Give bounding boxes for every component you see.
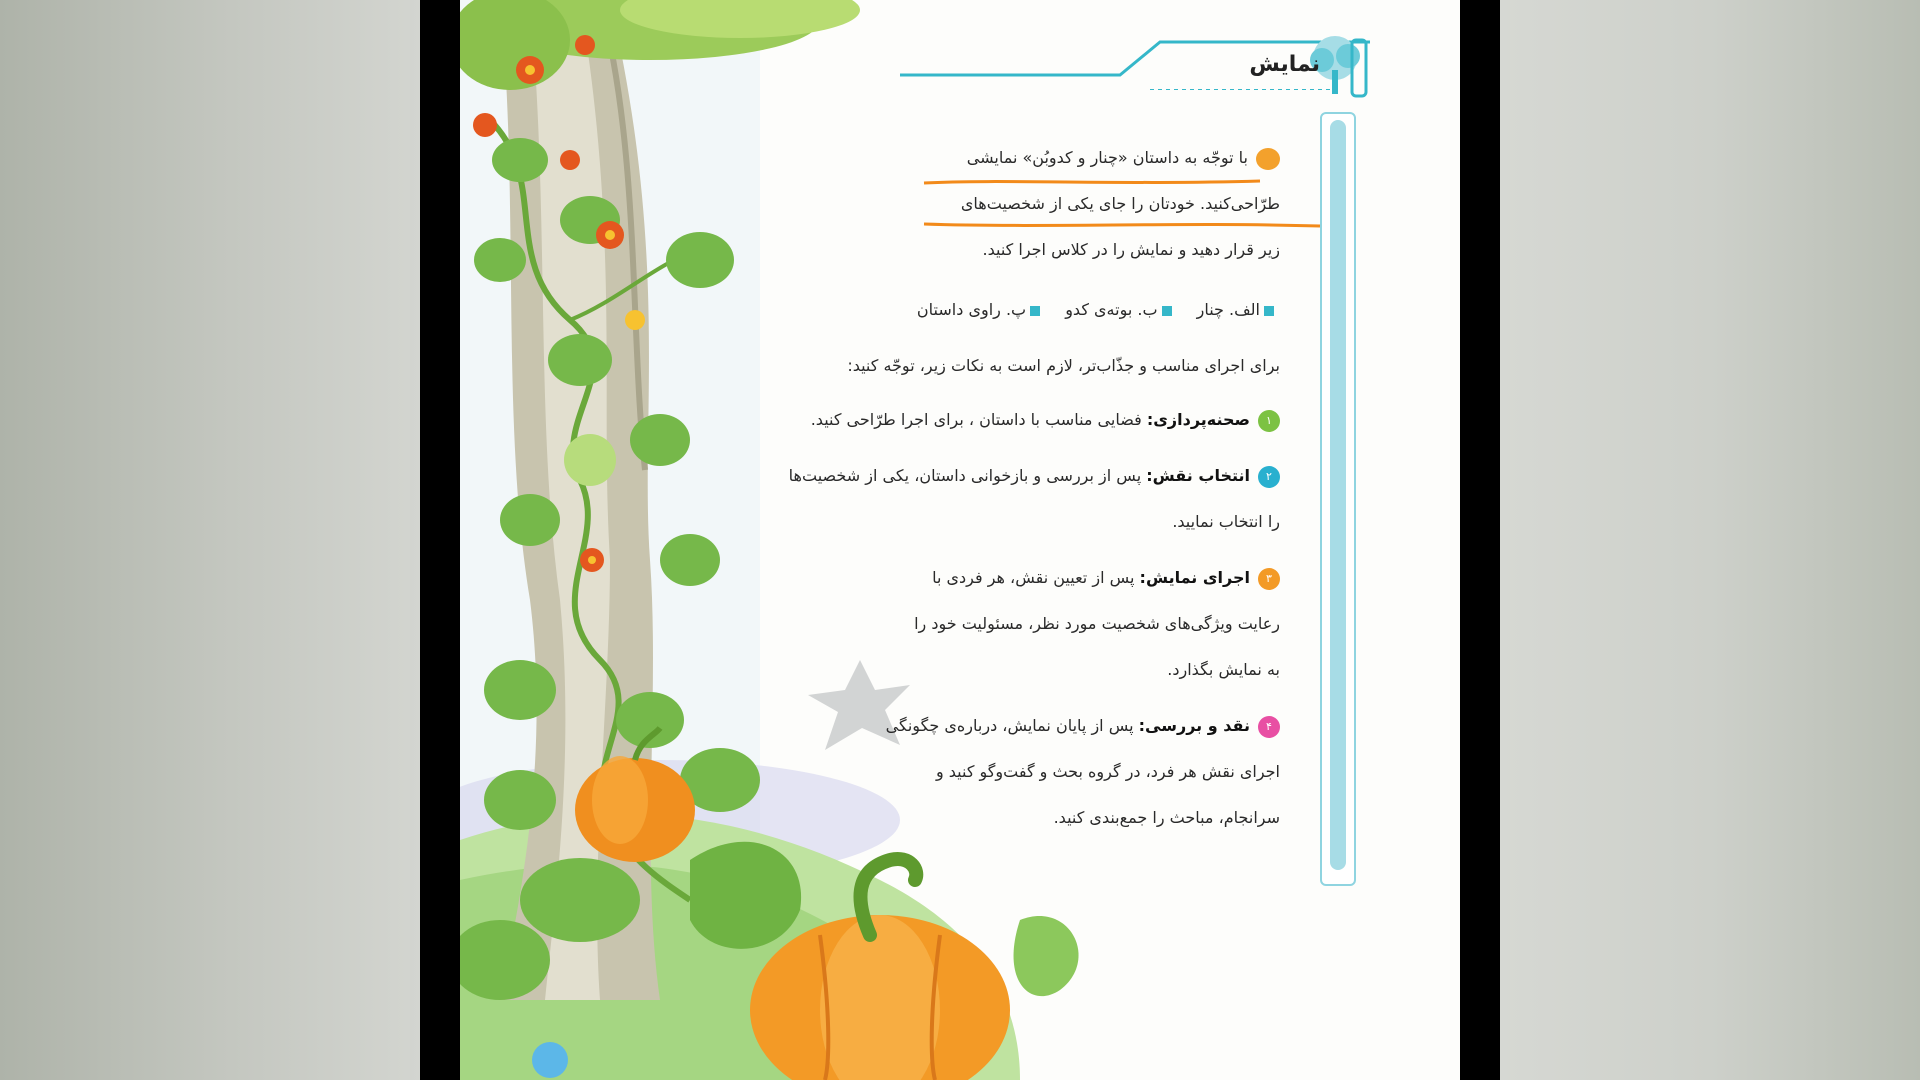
tip-text: را انتخاب نمایید.: [1172, 512, 1280, 531]
side-bar-fill: [1330, 120, 1346, 870]
role-item: الف. چنار: [1196, 300, 1260, 319]
activity-icon: [1256, 148, 1280, 170]
left-black-bar: [420, 0, 460, 1080]
tip-heading: صحنه‌پردازی:: [1146, 410, 1250, 429]
tip-heading: اجرای نمایش:: [1139, 568, 1250, 587]
tip-item: [760, 397, 1280, 443]
intro-line-1: با توجّه به داستان «چنار و کدوبُن» نمایشی: [966, 148, 1248, 167]
number-badge: ۳: [1258, 568, 1280, 590]
book-page: [460, 0, 1460, 1080]
tip-text: پس از تعیین نقش، هر فردی با: [932, 568, 1135, 587]
tip-item: [760, 555, 1280, 693]
intro-paragraph: [760, 135, 1280, 273]
number-badge: ۱: [1258, 410, 1280, 432]
tip-text: رعایت ویژگی‌های شخصیت مورد نظر، مسئولیت خود را: [914, 614, 1280, 633]
square-bullet-icon: [1162, 306, 1172, 316]
square-bullet-icon: [1264, 306, 1274, 316]
intro-line-2: طرّاحی‌کنید. خودتان را جای یکی از شخصیت‌های: [960, 194, 1280, 213]
roles-list: [760, 287, 1280, 333]
role-item: ب. بوته‌ی کدو: [1065, 300, 1158, 319]
tip-heading: نقد و بررسی:: [1138, 716, 1250, 735]
right-black-bar: [1460, 0, 1500, 1080]
right-blurred-background: [1500, 0, 1920, 1080]
tip-heading: انتخاب نقش:: [1146, 466, 1250, 485]
number-badge: ۲: [1258, 466, 1280, 488]
page-title: نمایش: [1249, 52, 1320, 77]
tip-item: [760, 453, 1280, 545]
square-bullet-icon: [1030, 306, 1040, 316]
tip-text: پس از پایان نمایش، درباره‌ی چگونگی: [885, 716, 1134, 735]
number-badge: ۴: [1258, 716, 1280, 738]
role-item: پ. راوی داستان: [916, 300, 1027, 319]
tip-item: [760, 703, 1280, 841]
tip-text: به نمایش بگذارد.: [1167, 660, 1280, 679]
note-text: برای اجرای مناسب و جذّاب‌تر، لازم است به نکات زیر، توجّه کنید:: [847, 356, 1280, 375]
tip-text: سرانجام، مباحث را جمع‌بندی کنید.: [1053, 808, 1280, 827]
tip-text: فضایی مناسب با داستان ، برای اجرا طرّاحی کنید.: [810, 410, 1142, 429]
tip-text: اجرای نقش هر فرد، در گروه بحث و گفت‌وگو کنید و: [935, 762, 1280, 781]
intro-line-3: زیر قرار دهید و نمایش را در کلاس اجرا کنید.: [982, 240, 1280, 259]
tip-text: پس از بررسی و بازخوانی داستان، یکی از شخصیت‌ها: [788, 466, 1142, 485]
left-blurred-background: [0, 0, 420, 1080]
